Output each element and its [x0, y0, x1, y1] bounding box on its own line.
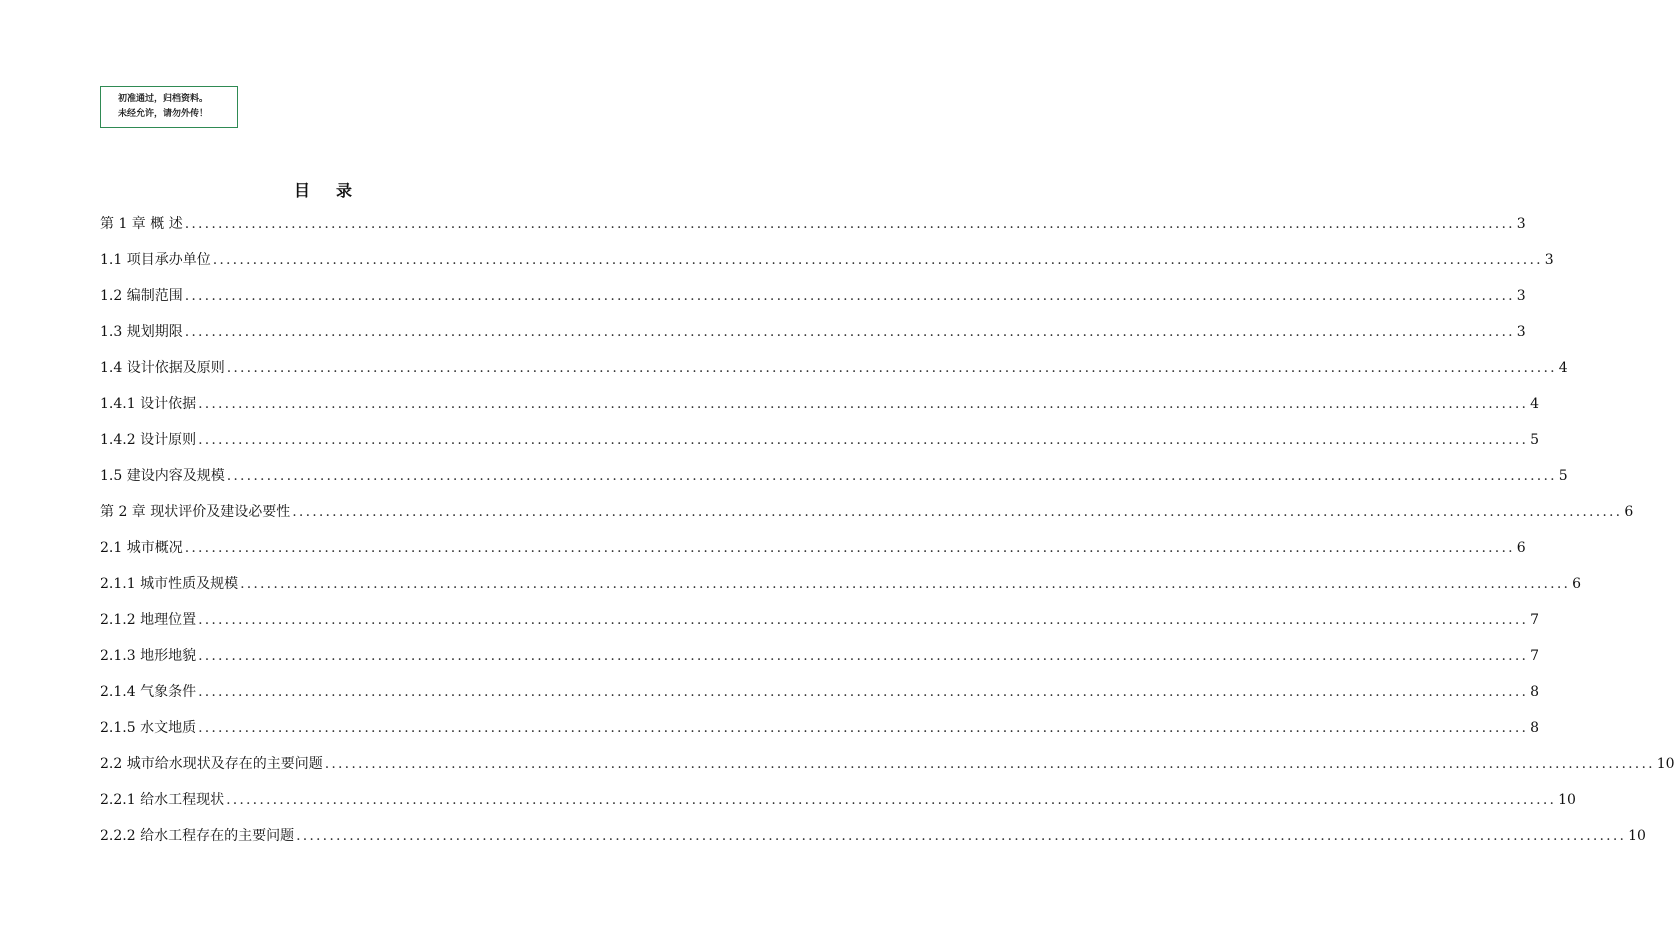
toc-dot-leader: ........................................................................................................................................................................................................	[198, 684, 1529, 700]
toc-entry-page: 5	[1530, 432, 1540, 448]
toc-dot-leader: ........................................................................................................................................................................................................	[198, 432, 1529, 448]
toc-entry-label: 2.2.1 给水工程现状	[100, 792, 225, 808]
toc-dot-leader: ........................................................................................................................................................................................................	[198, 648, 1529, 664]
toc-entry[interactable]	[100, 681, 1540, 717]
toc-entry[interactable]	[100, 609, 1540, 645]
stamp-line-1: 初准通过，归档资料。	[118, 94, 209, 104]
toc-entry[interactable]	[100, 249, 1554, 285]
toc-entry-label: 2.2 城市给水现状及存在的主要问题	[100, 756, 323, 772]
toc-dot-leader: ........................................................................................................................................................................................................	[184, 216, 1515, 232]
toc-entry[interactable]	[100, 393, 1540, 429]
toc-entry-label: 2.1 城市概况	[100, 540, 183, 556]
toc-entry-label: 第 1 章 概 述	[100, 216, 183, 232]
toc-entry[interactable]	[100, 753, 1675, 789]
toc-dot-leader: ........................................................................................................................................................................................................	[240, 576, 1571, 592]
toc-dot-leader: ........................................................................................................................................................................................................	[198, 612, 1529, 628]
toc-entry-label: 1.5 建设内容及规模	[100, 468, 225, 484]
stamp-line-2: 未经允许，请勿外传！	[118, 109, 209, 119]
toc-entry-page: 8	[1530, 684, 1540, 700]
toc-entry-page: 3	[1516, 324, 1526, 340]
toc-entry-page: 10	[1558, 792, 1576, 808]
toc-entry-label: 1.4 设计依据及原则	[100, 360, 225, 376]
toc-entry-page: 7	[1530, 648, 1540, 664]
toc-entry-page: 7	[1530, 612, 1540, 628]
toc-entry[interactable]	[100, 645, 1540, 681]
toc-entry[interactable]	[100, 537, 1526, 573]
toc-entry-page: 6	[1624, 504, 1634, 520]
toc-entry-label: 2.1.5 水文地质	[100, 720, 197, 736]
approval-stamp	[100, 86, 238, 128]
toc-entry[interactable]	[100, 825, 1646, 861]
table-of-contents	[100, 213, 1675, 861]
toc-entry-page: 3	[1516, 216, 1526, 232]
toc-dot-leader: ........................................................................................................................................................................................................	[198, 720, 1529, 736]
toc-entry-page: 5	[1558, 468, 1568, 484]
toc-dot-leader: ........................................................................................................................................................................................................	[226, 792, 1557, 808]
toc-entry-page: 10	[1628, 828, 1646, 844]
toc-entry[interactable]	[100, 573, 1582, 609]
toc-entry-page: 3	[1544, 252, 1554, 268]
toc-entry[interactable]	[100, 321, 1526, 357]
toc-entry-label: 第 2 章 现状评价及建设必要性	[100, 504, 291, 520]
toc-dot-leader: ........................................................................................................................................................................................................	[292, 504, 1623, 520]
toc-dot-leader: ........................................................................................................................................................................................................	[184, 288, 1515, 304]
toc-entry[interactable]	[100, 285, 1526, 321]
toc-entry-label: 1.3 规划期限	[100, 324, 183, 340]
toc-title: 目录	[293, 181, 378, 200]
toc-entry-label: 1.1 项目承办单位	[100, 252, 211, 268]
toc-entry[interactable]	[100, 465, 1568, 501]
toc-dot-leader: ........................................................................................................................................................................................................	[226, 360, 1557, 376]
toc-entry[interactable]	[100, 789, 1576, 825]
toc-entry-label: 2.2.2 给水工程存在的主要问题	[100, 828, 295, 844]
toc-entry-page: 8	[1530, 720, 1540, 736]
toc-entry-label: 2.1.1 城市性质及规模	[100, 576, 239, 592]
toc-entry[interactable]	[100, 501, 1634, 537]
toc-dot-leader: ........................................................................................................................................................................................................	[226, 468, 1557, 484]
toc-entry[interactable]	[100, 357, 1568, 393]
toc-dot-leader: ........................................................................................................................................................................................................	[198, 396, 1529, 412]
toc-entry[interactable]	[100, 429, 1540, 465]
toc-dot-leader: ........................................................................................................................................................................................................	[184, 324, 1515, 340]
toc-entry-page: 10	[1656, 756, 1675, 772]
toc-entry-page: 4	[1530, 396, 1540, 412]
toc-entry[interactable]	[100, 717, 1540, 753]
toc-entry-label: 2.1.2 地理位置	[100, 612, 197, 628]
toc-entry-label: 1.4.2 设计原则	[100, 432, 197, 448]
toc-entry-label: 2.1.3 地形地貌	[100, 648, 197, 664]
toc-entry-label: 1.2 编制范围	[100, 288, 183, 304]
toc-dot-leader: ........................................................................................................................................................................................................	[184, 540, 1515, 556]
toc-dot-leader: ........................................................................................................................................................................................................	[212, 252, 1543, 268]
toc-entry-page: 4	[1558, 360, 1568, 376]
toc-dot-leader: ........................................................................................................................................................................................................	[296, 828, 1627, 844]
toc-entry[interactable]	[100, 213, 1526, 249]
toc-entry-page: 6	[1572, 576, 1582, 592]
toc-entry-page: 3	[1516, 288, 1526, 304]
toc-entry-label: 2.1.4 气象条件	[100, 684, 197, 700]
toc-dot-leader: ........................................................................................................................................................................................................	[324, 756, 1655, 772]
toc-entry-page: 6	[1516, 540, 1526, 556]
toc-entry-label: 1.4.1 设计依据	[100, 396, 197, 412]
